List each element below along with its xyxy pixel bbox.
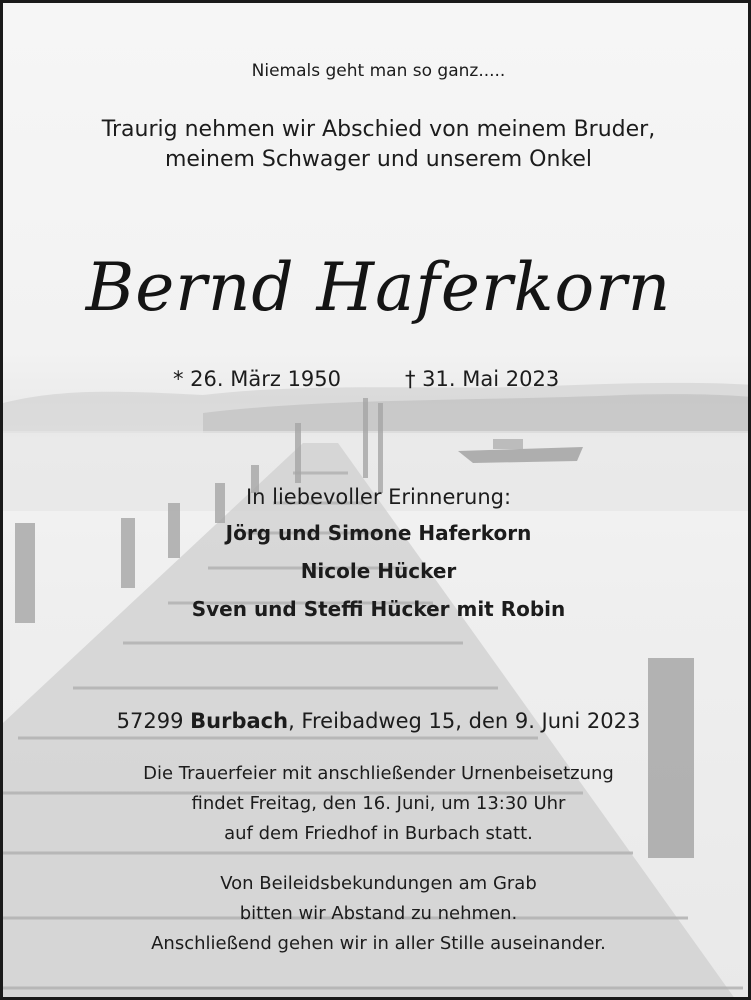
place-town: Burbach — [190, 709, 289, 733]
memory-heading: In liebevoller Erinnerung: — [245, 485, 512, 509]
service-line-2: findet Freitag, den 16. Juni, um 13:30 Uhr — [191, 793, 566, 814]
deceased-name: Bernd Haferkorn — [85, 249, 672, 326]
service-line-3: auf dem Friedhof in Burbach statt. — [224, 823, 533, 844]
lead-line-2: meinem Schwager und unserem Onkel — [164, 147, 593, 172]
condolence-line-3: Anschließend gehen wir in aller Stille auseinander. — [151, 933, 606, 954]
lead-line-1: Traurig nehmen wir Abschied von meinem Bruder, — [101, 117, 656, 142]
mourner-line-1: Jörg und Simone Haferkorn — [225, 521, 532, 545]
place-rest: , Freibadweg 15, den 9. Juni 2023 — [288, 709, 641, 733]
condolence-line-2: bitten wir Abstand zu nehmen. — [239, 903, 518, 924]
mourner-line-3: Sven und Steffi Hücker mit Robin — [191, 597, 566, 621]
condolence-line-1: Von Beileidsbekundungen am Grab — [220, 873, 537, 894]
death-date: † 31. Mai 2023 — [405, 367, 560, 391]
intro-line: Niemals geht man so ganz..... — [251, 61, 506, 81]
birth-date: * 26. März 1950 — [173, 367, 342, 391]
service-line-1: Die Trauerfeier mit anschließender Urnenbeisetzung — [143, 763, 614, 784]
place-zip: 57299 — [116, 709, 184, 733]
place-date-line — [3, 709, 751, 733]
mourner-line-2: Nicole Hücker — [300, 559, 457, 583]
